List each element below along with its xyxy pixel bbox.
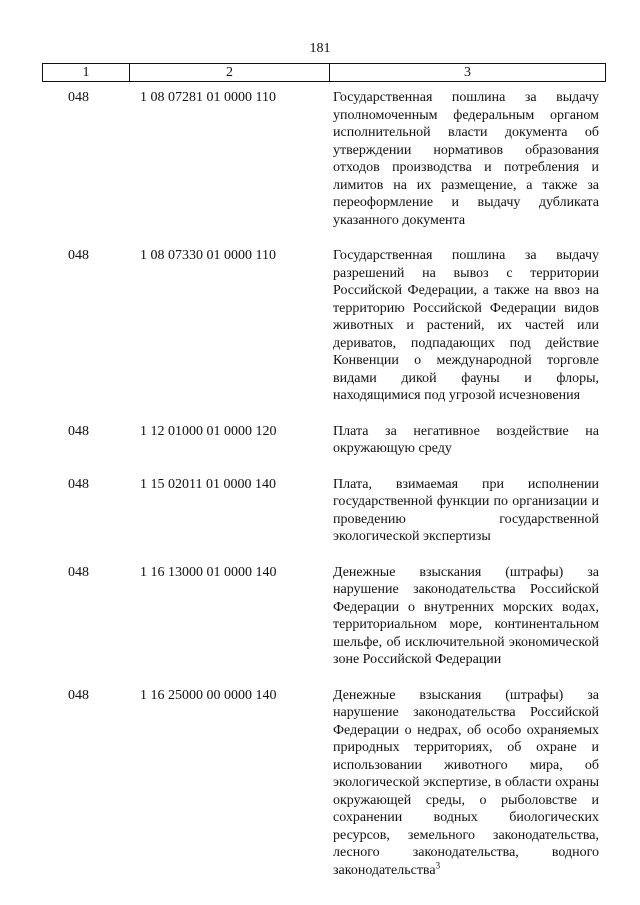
table-row (42, 423, 606, 458)
table-row (42, 89, 606, 229)
column-header-2: 2 (130, 64, 330, 81)
revenue-code-cell: 1 12 01000 01 0000 120 (140, 423, 277, 439)
admin-code-cell: 048 (68, 248, 89, 263)
table-row (42, 687, 606, 880)
revenue-name-cell (333, 687, 599, 880)
revenue-code-cell: 1 15 02011 01 0000 140 (140, 476, 276, 492)
table-row (42, 247, 606, 405)
revenue-name-cell: Плата за негативное воздействие на окружающую среду (333, 423, 599, 456)
admin-code-cell: 048 (68, 423, 89, 439)
table-header-row (42, 63, 606, 82)
table-row (42, 476, 606, 546)
admin-code-cell: 048 (68, 564, 89, 580)
column-header-1: 1 (43, 64, 130, 81)
admin-code-cell: 048 (68, 476, 89, 492)
revenue-code-cell: 1 08 07281 01 0000 110 (140, 90, 276, 105)
revenue-code-cell: 1 08 07330 01 0000 110 (140, 248, 276, 263)
revenue-name-text: Денежные взыскания (штрафы) за нарушение законодательства Российской Федерации о недрах, об особо охраняемых природных территориях, об охране и использовании животного мира, об экологической экспертизе, в области охраны окружающей среды, о рыболовстве и сохранении водных биологических ресурсов, земельного законодательства, лесного законодательства, водного законодательства (333, 687, 599, 878)
admin-code-cell: 048 (68, 90, 89, 105)
revenue-code-cell: 1 16 13000 01 0000 140 (140, 564, 277, 580)
revenue-name-cell: Плата, взимаемая при исполнении государственной функции по организации и проведению государственной экологической экспертизы (333, 476, 599, 544)
revenue-name-cell: Государственная пошлина за выдачу уполномоченным федеральным органом исполнительной власти документа об утверждении нормативов образования отходов производства и потребления и лимитов на их размещение, а также за переоформление и выдачу дубликата указанного документа (333, 90, 599, 228)
revenue-code-cell: 1 16 25000 00 0000 140 (140, 687, 277, 703)
footnote-marker: 3 (435, 859, 441, 870)
revenue-name-cell: Денежные взыскания (штрафы) за нарушение законодательства Российской Федерации о внутренних морских водах, территориальном море, континентальном шельфе, об исключительной экономической зоне Российской Федерации (333, 564, 599, 667)
page-number: 181 (309, 41, 331, 56)
revenue-name-cell: Государственная пошлина за выдачу разрешений на вывоз с территории Российской Федерации, а также на ввоз на территорию Российской Федерации видов животных и растений, их частей или дериватов, подпадающих под действие Конвенции о международной торговле видами дикой фауны и флоры, находящимися под угрозой исчезновения (333, 248, 599, 403)
table-body (42, 89, 606, 897)
column-header-3: 3 (464, 65, 471, 80)
table-row (42, 564, 606, 669)
admin-code-cell: 048 (68, 687, 89, 703)
